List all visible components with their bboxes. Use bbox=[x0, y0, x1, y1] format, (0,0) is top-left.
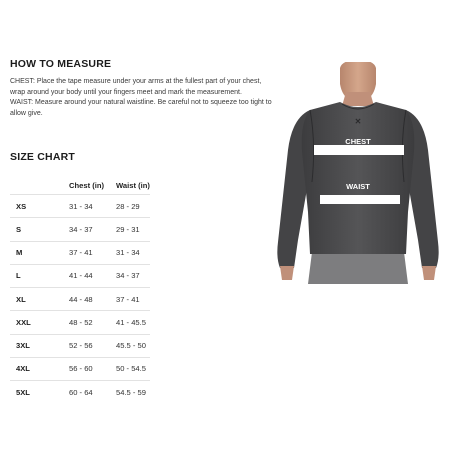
size-chart-table bbox=[10, 176, 150, 403]
chest-cell: 41 - 44 bbox=[69, 264, 116, 287]
size-chart-header-row bbox=[10, 176, 150, 195]
waist-column-header: Waist (in) bbox=[116, 180, 150, 190]
size-cell: XL bbox=[10, 288, 69, 311]
model-shorts bbox=[308, 252, 408, 284]
size-row bbox=[10, 241, 150, 264]
waist-cell: 29 - 31 bbox=[116, 218, 150, 241]
size-row bbox=[10, 357, 150, 380]
size-cell: 5XL bbox=[10, 381, 69, 404]
chest-cell: 37 - 41 bbox=[69, 241, 116, 264]
waist-instructions: WAIST: Measure around your natural waistline. Be careful not to squeeze too tight to allow give. bbox=[10, 99, 272, 117]
size-row bbox=[10, 218, 150, 241]
waist-band bbox=[320, 195, 400, 204]
waist-cell: 31 - 34 bbox=[116, 241, 150, 264]
chest-cell: 31 - 34 bbox=[69, 195, 116, 218]
waist-cell: 45.5 - 50 bbox=[116, 334, 150, 357]
chest-cell: 34 - 37 bbox=[69, 218, 116, 241]
size-row bbox=[10, 288, 150, 311]
waist-cell: 34 - 37 bbox=[116, 264, 150, 287]
model-neck bbox=[342, 92, 374, 106]
measure-instructions bbox=[10, 77, 272, 119]
size-column-header bbox=[10, 176, 69, 195]
model-right-hand bbox=[422, 266, 436, 280]
chest-instructions: CHEST: Place the tape measure under your arms at the fullest part of your chest, wrap around your body until your fingers meet and mark the measurement. bbox=[10, 78, 262, 96]
model-figure bbox=[270, 62, 446, 284]
chest-cell: 52 - 56 bbox=[69, 334, 116, 357]
size-cell: XXL bbox=[10, 311, 69, 334]
chest-cell: 44 - 48 bbox=[69, 288, 116, 311]
size-row bbox=[10, 311, 150, 334]
size-row bbox=[10, 381, 150, 404]
size-row bbox=[10, 334, 150, 357]
size-cell: S bbox=[10, 218, 69, 241]
model-left-hand bbox=[280, 266, 294, 280]
waist-cell: 28 - 29 bbox=[116, 195, 150, 218]
waist-cell: 41 - 45.5 bbox=[116, 311, 150, 334]
size-cell: M bbox=[10, 241, 69, 264]
chest-cell: 48 - 52 bbox=[69, 311, 116, 334]
size-chart-title: SIZE CHART bbox=[10, 151, 75, 163]
how-to-measure-title: HOW TO MEASURE bbox=[10, 58, 112, 70]
size-cell: XS bbox=[10, 195, 69, 218]
brand-logo: ✕ bbox=[354, 117, 362, 126]
size-cell: 4XL bbox=[10, 357, 69, 380]
waist-cell: 50 - 54.5 bbox=[116, 357, 150, 380]
size-row bbox=[10, 195, 150, 218]
size-cell: L bbox=[10, 264, 69, 287]
chest-band bbox=[314, 145, 404, 155]
chest-cell: 56 - 60 bbox=[69, 357, 116, 380]
chest-column-header: Chest (in) bbox=[69, 180, 105, 190]
size-cell: 3XL bbox=[10, 334, 69, 357]
waist-label: WAIST bbox=[346, 182, 370, 191]
chest-label: CHEST bbox=[345, 137, 371, 146]
model-illustration bbox=[270, 62, 446, 284]
waist-cell: 37 - 41 bbox=[116, 288, 150, 311]
chest-cell: 60 - 64 bbox=[69, 381, 116, 404]
waist-cell: 54.5 - 59 bbox=[116, 381, 150, 404]
size-row bbox=[10, 264, 150, 287]
